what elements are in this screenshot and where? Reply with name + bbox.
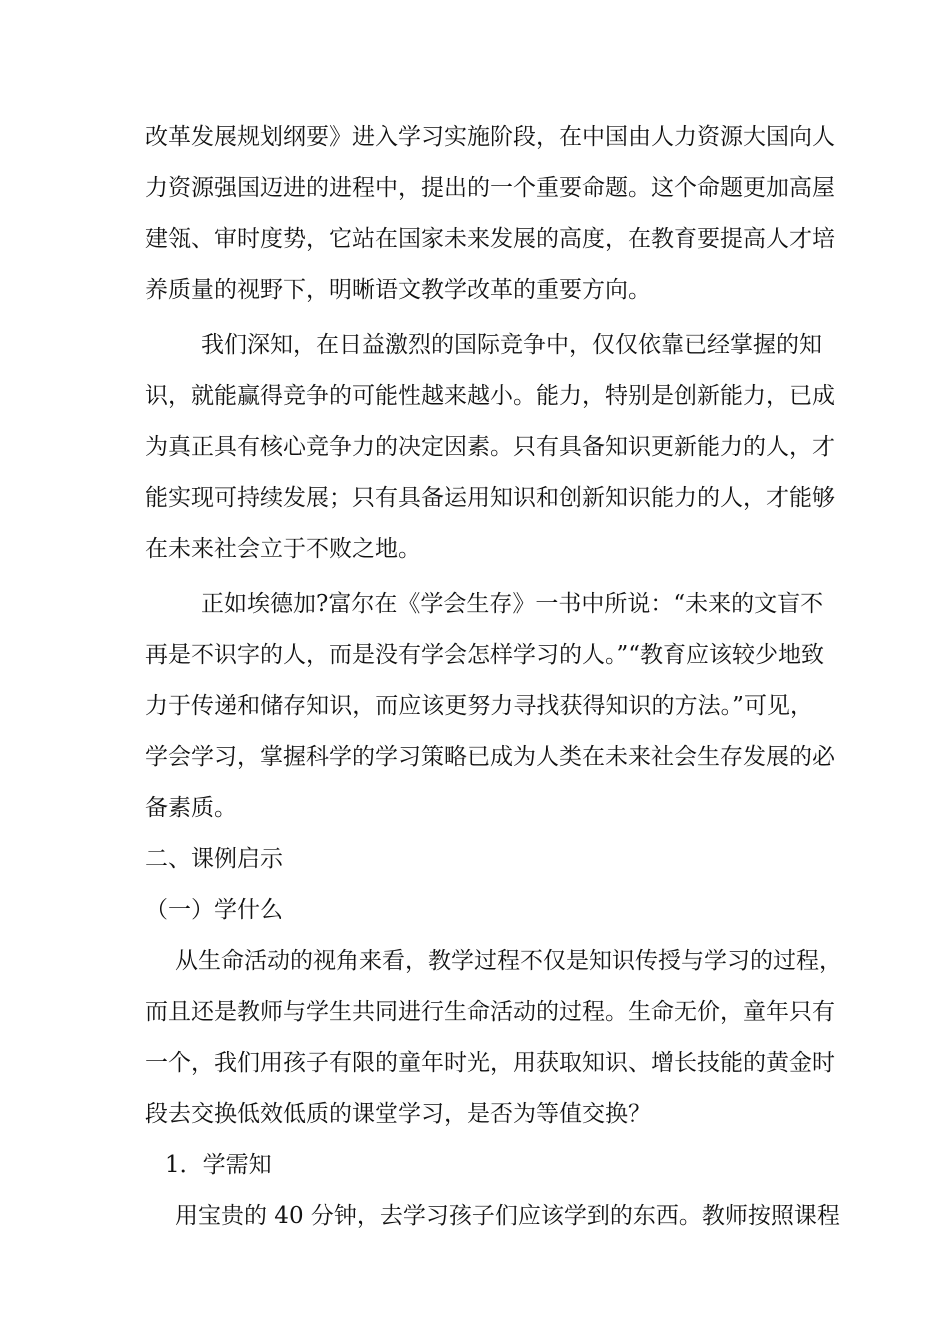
text-line: 一个，我们用孩子有限的童年时光，用获取知识、增长技能的黄金时	[145, 1050, 835, 1076]
text-line: 段去交换低效低质的课堂学习，是否为等值交换？	[145, 1101, 651, 1127]
text-line: 用宝贵的 40 分钟，去学习孩子们应该学到的东西。教师按照课程	[175, 1203, 840, 1229]
text-line: 而且还是教师与学生共同进行生命活动的过程。生命无价，童年只有	[145, 999, 835, 1025]
text-line: 建瓴、审时度势，它站在国家未来发展的高度，在教育要提高人才培	[145, 226, 835, 252]
numbered-heading: 1．学需知	[165, 1152, 272, 1178]
text-line: 从生命活动的视角来看，教学过程不仅是知识传授与学习的过程，	[175, 948, 842, 974]
text-line: 能实现可持续发展；只有具备运用知识和创新知识能力的人，才能够	[145, 485, 835, 511]
text-line: 我们深知，在日益激烈的国际竞争中，仅仅依靠已经掌握的知	[201, 332, 822, 358]
text-line: 养质量的视野下，明晰语文教学改革的重要方向。	[145, 277, 651, 303]
text-line: 力于传递和储存知识，而应该更努力寻找获得知识的方法。”可见，	[145, 693, 813, 719]
text-line: 在未来社会立于不败之地。	[145, 536, 421, 562]
paragraph	[145, 579, 835, 834]
text-line: 力资源强国迈进的进程中，提出的一个重要命题。这个命题更加高屋	[145, 175, 835, 201]
paragraph	[145, 112, 835, 316]
paragraph	[145, 320, 835, 575]
paragraph	[145, 936, 842, 1140]
text-line: 再是不识字的人，而是没有学会怎样学习的人。”“教育应该较少地致	[145, 642, 825, 668]
text-line: 改革发展规划纲要》进入学习实施阶段，在中国由人力资源大国向人	[145, 124, 835, 150]
text-line: 为真正具有核心竞争力的决定因素。只有具备知识更新能力的人，才	[145, 434, 835, 460]
section-heading: 二、课例启示	[145, 846, 283, 872]
document-body	[145, 112, 842, 1242]
text-line: 学会学习，掌握科学的学习策略已成为人类在未来社会生存发展的必	[145, 744, 835, 770]
text-line: 识，就能赢得竞争的可能性越来越小。能力，特别是创新能力，已成	[145, 383, 835, 409]
text-line: 备素质。	[145, 795, 237, 821]
text-line: 正如埃德加?富尔在《学会生存》一书中所说：“未来的文盲不	[201, 591, 824, 617]
subsection-heading: （一）学什么	[145, 897, 283, 923]
paragraph	[145, 1191, 840, 1242]
